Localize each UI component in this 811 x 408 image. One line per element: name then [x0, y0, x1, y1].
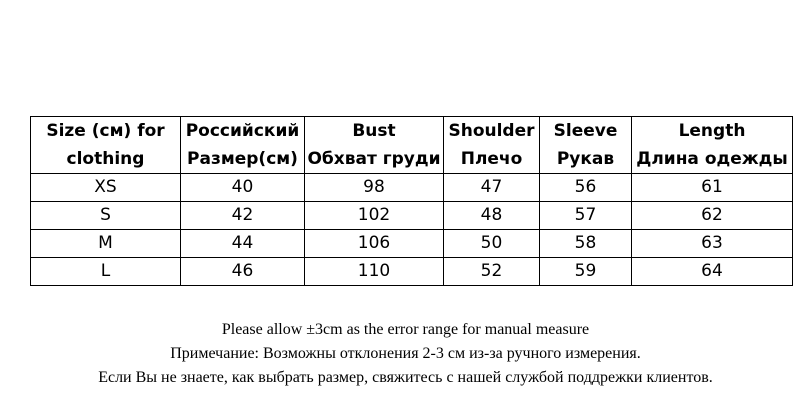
cell-shoulder: 50 — [444, 230, 540, 258]
cell-shoulder: 52 — [444, 258, 540, 286]
table-row — [31, 174, 793, 202]
cell-russian-size: 46 — [181, 258, 305, 286]
cell-bust: 110 — [305, 258, 444, 286]
cell-length: 62 — [632, 202, 793, 230]
header-length-line2: Длина одежды — [636, 149, 788, 169]
header-bust — [305, 117, 444, 174]
header-length-line1: Length — [678, 121, 746, 141]
table-row — [31, 230, 793, 258]
note-contact-support-ru: Если Вы не знаете, как выбрать размер, свяжитесь с нашей службой поддрежки клиентов. — [98, 369, 713, 386]
cell-size: XS — [31, 174, 181, 202]
cell-sleeve: 59 — [540, 258, 632, 286]
cell-length: 61 — [632, 174, 793, 202]
header-sleeve — [540, 117, 632, 174]
header-russian-size-line1: Российский — [185, 121, 300, 141]
table-row — [31, 202, 793, 230]
cell-size: L — [31, 258, 181, 286]
header-bust-line2: Обхват груди — [307, 149, 441, 169]
note-deviation-ru: Примечание: Возможны отклонения 2-3 см из-за ручного измерения. — [170, 345, 641, 362]
cell-bust: 98 — [305, 174, 444, 202]
table-row — [31, 258, 793, 286]
note-error-range: Please allow ±3cm as the error range for manual measure — [221, 321, 590, 338]
cell-bust: 106 — [305, 230, 444, 258]
cell-bust: 102 — [305, 202, 444, 230]
header-sleeve-line1: Sleeve — [553, 121, 618, 141]
cell-sleeve: 58 — [540, 230, 632, 258]
cell-russian-size: 44 — [181, 230, 305, 258]
header-size-clothing — [31, 117, 181, 174]
header-shoulder — [444, 117, 540, 174]
cell-russian-size: 42 — [181, 202, 305, 230]
cell-russian-size: 40 — [181, 174, 305, 202]
header-size-clothing-line1: Size (см) for — [46, 121, 165, 141]
header-shoulder-line2: Плечо — [460, 149, 523, 169]
header-sleeve-line2: Рукав — [556, 149, 615, 169]
header-russian-size-line2: Размер(см) — [187, 149, 298, 169]
table-header-row — [31, 117, 793, 174]
header-size-clothing-line2: clothing — [66, 149, 145, 169]
cell-length: 63 — [632, 230, 793, 258]
header-length — [632, 117, 793, 174]
cell-sleeve: 56 — [540, 174, 632, 202]
size-chart-table — [30, 116, 793, 286]
header-russian-size — [181, 117, 305, 174]
cell-shoulder: 47 — [444, 174, 540, 202]
measurement-notes — [0, 318, 811, 390]
header-shoulder-line1: Shoulder — [448, 121, 535, 141]
cell-sleeve: 57 — [540, 202, 632, 230]
cell-size: M — [31, 230, 181, 258]
cell-length: 64 — [632, 258, 793, 286]
cell-shoulder: 48 — [444, 202, 540, 230]
header-bust-line1: Bust — [352, 121, 396, 141]
cell-size: S — [31, 202, 181, 230]
